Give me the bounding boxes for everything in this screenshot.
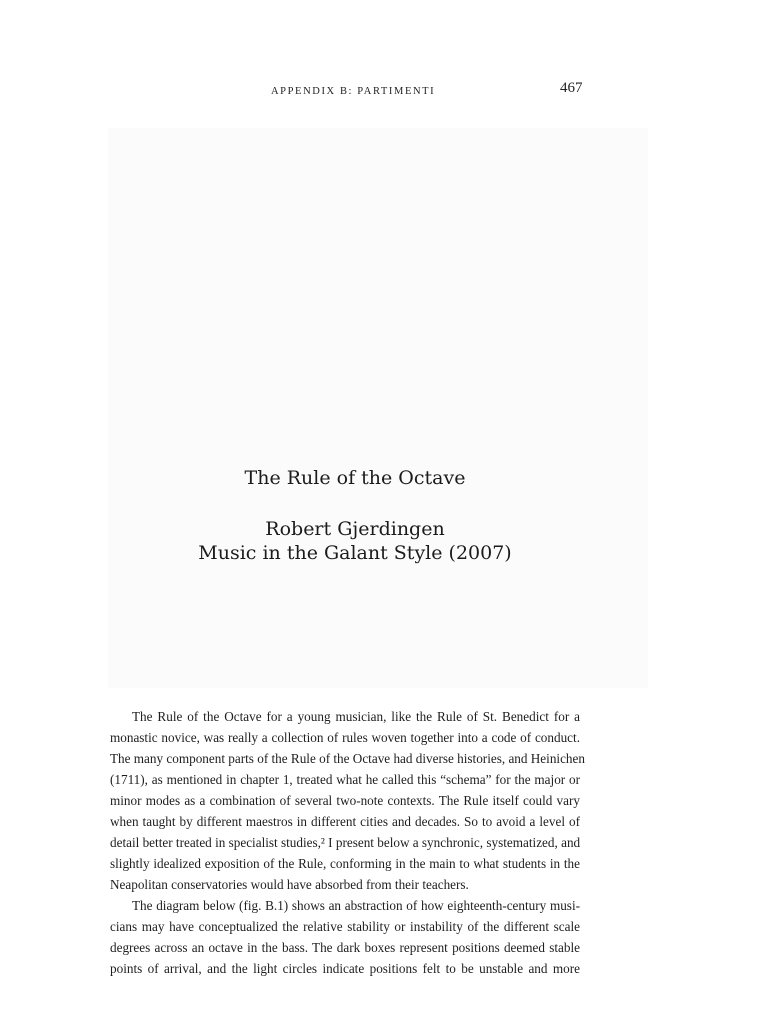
text-line: (1711), as mentioned in chapter 1, treated what he called this “schema” for the major or [110, 772, 580, 787]
text-line: The many component parts of the Rule of the Octave had diverse histories, and Heinichen [110, 751, 585, 766]
page-shading [108, 128, 648, 688]
body-text [110, 706, 585, 979]
text-line: when taught by different maestros in different cities and decades. So to avoid a level of [110, 814, 580, 829]
text-line: monastic novice, was really a collection of rules woven together into a code of conduct. [110, 730, 580, 745]
page-number: 467 [560, 80, 583, 96]
text-line: minor modes as a combination of several two-note contexts. The Rule itself could vary [110, 793, 580, 808]
running-head: APPENDIX B: PARTIMENTI [271, 86, 436, 97]
source-citation: Music in the Galant Style (2007) [198, 542, 512, 564]
text-line: detail better treated in specialist studies,² I present below a synchronic, systematized, and [110, 835, 581, 850]
text-line: slightly idealized exposition of the Rule, conforming in the main to what students in the [110, 856, 580, 871]
text-line: Neapolitan conservatories would have absorbed from their teachers. [110, 877, 469, 892]
text-line: The Rule of the Octave for a young musician, like the Rule of St. Benedict for a [132, 709, 580, 724]
chapter-title: The Rule of the Octave [244, 467, 466, 489]
text-line: cians may have conceptualized the relative stability or instability of the different scale [110, 919, 580, 934]
author-name: Robert Gjerdingen [265, 518, 445, 540]
text-line: The diagram below (fig. B.1) shows an abstraction of how eighteenth-century musi- [132, 898, 580, 913]
text-line: degrees across an octave in the bass. The dark boxes represent positions deemed stable [110, 940, 580, 955]
text-line: points of arrival, and the light circles indicate positions felt to be unstable and more [110, 961, 580, 976]
